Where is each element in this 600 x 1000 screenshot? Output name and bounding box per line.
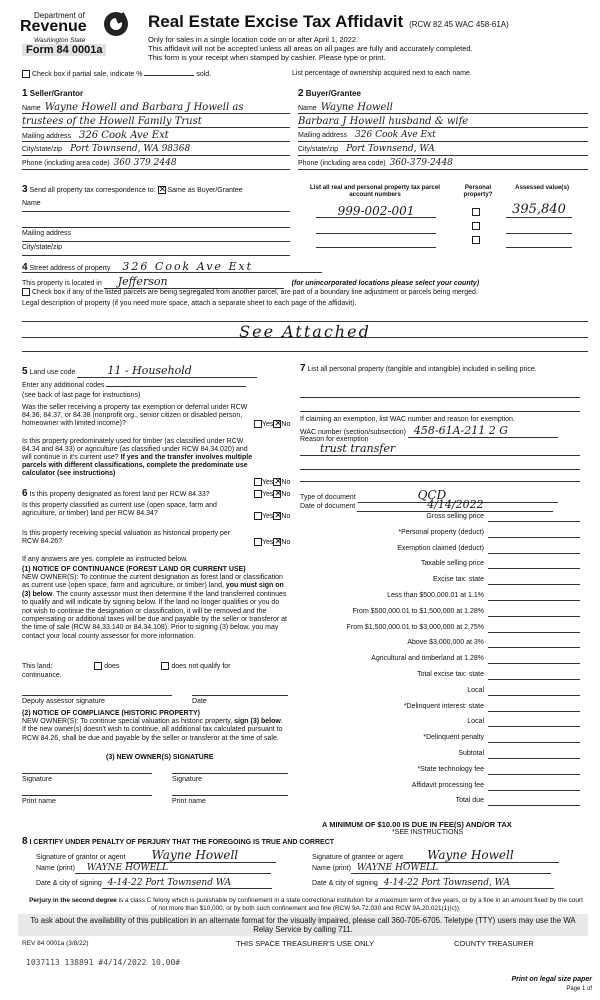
grantee-signature[interactable]: Wayne Howell <box>403 848 559 863</box>
alt-format-banner: To ask about the availability of this publication in an alternate format for the visually impaired, please call 360-705-6705. Teletype (TTY) users may use the WA Relay Service by calling 711. <box>18 914 588 936</box>
tax-calc-label: *Delinquent interest: state <box>403 702 484 710</box>
does-not-checkbox[interactable] <box>161 662 169 670</box>
buyer-name-2: Barbara J Howell husband & wife <box>298 116 469 127</box>
forest-question-text: Is this property designated as forest land per RCW 84.33? <box>29 491 210 498</box>
forest-no-checkbox[interactable] <box>273 490 281 498</box>
tax-calc-row <box>300 623 588 635</box>
tax-calc-row <box>300 733 588 745</box>
timber-no-checkbox[interactable] <box>273 478 281 486</box>
personal-property-checkbox-2[interactable] <box>472 222 480 230</box>
notice-compliance-text-a: NEW OWNER(S): To continue special valuation as historic property, <box>22 718 235 725</box>
segregated-checkbox[interactable] <box>22 288 30 296</box>
tax-calc-row <box>300 559 588 571</box>
tax-calc-field[interactable] <box>488 796 580 806</box>
title-row <box>148 12 588 32</box>
exemption-no-checkbox[interactable] <box>273 420 281 428</box>
tax-calc-field[interactable] <box>488 765 580 775</box>
tax-calc-row <box>300 575 588 587</box>
exemption-yes-no <box>254 420 290 428</box>
new-owner-signature-title: (3) NEW OWNER(S) SIGNATURE <box>106 754 214 761</box>
legal-description-line-2[interactable]: See Attached <box>22 322 588 338</box>
personal-property-line-1[interactable] <box>300 388 580 398</box>
additional-codes-field[interactable] <box>106 386 246 387</box>
seller-mailing: 326 Cook Ave Ext <box>79 130 169 141</box>
buyer-phone-label: Phone (including area code) <box>298 160 386 167</box>
buyer-mailing-field[interactable] <box>298 130 588 142</box>
header-note-2: This affidavit will not be accepted unless all areas on all pages are fully and accurately completed. <box>148 44 473 53</box>
section8-num: 8 <box>22 836 28 847</box>
tax-calc-row <box>300 512 588 524</box>
tax-calc-row <box>300 591 588 603</box>
notice-compliance-bold: sign (3) below <box>234 718 281 725</box>
property-num: 4 <box>22 262 28 273</box>
reason-line-3[interactable] <box>300 472 580 482</box>
segregated-note: Check box if any of the listed parcels are being segregated from another parcel, are part of a boundary line adjustment or parcels being merged. <box>31 288 478 296</box>
partial-sale-percent-field[interactable] <box>144 75 194 76</box>
signature-label-2: Signature <box>172 776 202 783</box>
tax-calc-row <box>300 686 588 698</box>
form-number: Form 84 0001a <box>22 44 106 56</box>
deputy-date-field[interactable] <box>192 686 288 696</box>
buyer-heading-label: Buyer/Grantee <box>305 89 361 98</box>
buyer-city-field[interactable] <box>298 144 588 156</box>
section5-num: 5 <box>22 366 28 377</box>
correspondence-blank-field[interactable] <box>22 216 290 228</box>
county-treasurer: COUNTY TREASURER <box>454 939 534 948</box>
tax-calc-field[interactable] <box>488 575 580 585</box>
land-use-label: Land use code <box>29 369 76 376</box>
tax-calc-field[interactable] <box>488 702 580 712</box>
new-owner-signature-2-field[interactable] <box>172 764 288 774</box>
tax-calc-label: Gross selling price <box>426 513 484 520</box>
revenue-logo-icon <box>104 12 128 36</box>
grantor-name-label: Name (print) <box>36 865 75 872</box>
timber-no-label: No <box>281 478 291 486</box>
continuance-label: continuance. <box>22 672 62 679</box>
additional-codes-row <box>22 382 290 389</box>
tax-calc-label: Taxable selling price <box>420 560 484 568</box>
seller-mailing-label: Mailing address <box>22 133 72 140</box>
assessed-value-1[interactable]: 395,840 <box>506 202 572 218</box>
buyer-city-label: City/state/zip <box>298 146 339 153</box>
notice-continuance-title: (1) NOTICE OF CONTINUANCE (FOREST LAND OR CURRENT USE) <box>22 566 246 573</box>
personal-property-checkbox-3[interactable] <box>472 236 480 244</box>
tax-calc-label: *Personal property (deduct) <box>398 528 484 536</box>
timber-yes-no <box>254 478 290 486</box>
tax-calc-field[interactable] <box>488 559 580 569</box>
notice-continuance-text-b: . The county assessor must then determine if the land transferred continues to qualify and will indicate by signing below. If the land no longer qualifies or you do not wish to continue the designation or classification, it will be removed and the compensating or additional taxes will be due and payable by the seller or transferor at the time of sale (RCW 84.33.140 or 84.34.108). Prior to signing (3) below, you may contact your local county assessor for more information. <box>22 590 287 640</box>
tax-calc-row <box>300 528 588 540</box>
notice-continuance-bold: you must sign on (3) below <box>22 582 284 598</box>
current-use-no-checkbox[interactable] <box>273 512 281 520</box>
timber-yes-label: Yes <box>262 478 274 486</box>
parcel-number-3[interactable] <box>316 236 436 248</box>
section7-row <box>300 364 588 374</box>
seller-mailing-field[interactable] <box>22 130 290 142</box>
tax-calc-field[interactable] <box>488 686 580 696</box>
grantee-date-row <box>312 878 554 889</box>
section-certify <box>22 836 588 888</box>
notice-compliance-text-b: . If the new owner(s) doesn't wish to continue, all additional tax calculated pursuant to RCW 84.26, shall be due and payable by the seller or transferor at the time of sale. <box>22 718 283 742</box>
timber-question-b: If yes and the transfer involves multiple parcels with different classifications, complete the predominate use calculator (see instructions) <box>22 454 253 477</box>
tax-calc-label: Less than $500,000.01 at 1.1% <box>387 592 484 599</box>
sold-label: sold. <box>196 70 212 78</box>
tax-calc-row <box>300 781 588 793</box>
forest-yes-no <box>254 490 290 498</box>
assessed-value-2[interactable] <box>506 222 572 234</box>
seller-phone-field[interactable] <box>22 158 290 170</box>
type-of-document[interactable]: QCD <box>358 488 558 503</box>
correspondence-row <box>22 184 290 195</box>
tax-calc-field[interactable] <box>488 528 580 538</box>
tax-calc-row <box>300 607 588 619</box>
reason-label: Reason for exemption <box>300 436 369 443</box>
partial-sale-label: Check box if partial sale, indicate % <box>31 70 143 78</box>
does-not-label: does not qualify for <box>171 662 231 670</box>
tax-calc-label: Local <box>467 718 484 726</box>
tax-calc-label: Local <box>467 686 484 694</box>
exemption-question <box>22 404 290 428</box>
partial-sale-row <box>22 70 592 78</box>
page-number: Page 1 of <box>566 986 592 992</box>
revenue-wordmark: Revenue <box>20 18 87 35</box>
assessed-col-header: Assessed value(s) <box>515 184 569 191</box>
tax-calc-label: Total excise tax: state <box>417 671 484 678</box>
same-as-buyer-checkbox[interactable] <box>158 186 166 194</box>
see-back-note: (see back of last page for instructions) <box>22 392 141 399</box>
tax-calc-label: Total due <box>455 797 484 805</box>
rev-number: REV 84 0001a (3/8/22) <box>22 940 89 947</box>
grantee-signature-label: Signature of grantee or agent <box>312 854 404 861</box>
tax-calc-label: Subtotal <box>458 750 484 757</box>
tax-calc-label: From $500,000.01 to $1,500,000 at 1.28% <box>352 607 484 615</box>
cashier-stamp: 1037113 138891 #4/14/2022 10.00# <box>26 958 181 967</box>
section6-num: 6 <box>22 488 28 499</box>
tax-calc-field[interactable] <box>488 623 580 633</box>
buyer-name-1: Wayne Howell <box>320 102 393 113</box>
signature-label-1: Signature <box>22 776 52 783</box>
seller-name-label: Name <box>22 105 41 112</box>
deputy-date-label: Date <box>192 698 207 705</box>
street-address-label: Street address of property <box>29 265 111 272</box>
tax-calc-label: Exemption claimed (deduct) <box>397 544 484 552</box>
grantor-date-city[interactable]: 4-14-22 Port Townsend WA <box>102 878 272 889</box>
grantor-signature-label: Signature of grantor or agent <box>36 854 126 861</box>
title-block <box>148 12 588 62</box>
grantor-signature[interactable]: Wayne Howell <box>126 848 276 863</box>
personal-property-line-2[interactable] <box>300 402 580 412</box>
print-name-1-field[interactable] <box>22 786 152 796</box>
tax-calc-row <box>300 544 588 556</box>
notice-compliance-body <box>22 718 288 743</box>
forest-yes-label: Yes <box>262 490 274 498</box>
print-legal-note: Print on legal size paper <box>511 976 592 983</box>
tax-calc-row <box>300 702 588 714</box>
tax-calc-label: Affidavit processing fee <box>411 781 484 789</box>
section-correspondence <box>22 184 290 251</box>
this-land-label: This land: <box>22 662 53 670</box>
perjury-bold: Perjury in the second degree <box>29 897 117 904</box>
grantee-name[interactable]: WAYNE HOWELL <box>351 863 551 874</box>
tax-calc-label: *Delinquent penalty <box>423 734 484 742</box>
grantee-name-label: Name (print) <box>312 865 351 872</box>
grantor-date-row <box>36 878 272 889</box>
tax-calc-row <box>300 638 588 650</box>
personal-col-header: Personal property? <box>463 184 493 198</box>
type-of-document-label: Type of document <box>300 494 356 501</box>
form-title: Real Estate Excise Tax Affidavit <box>148 12 404 31</box>
correspondence-mailing-label: Mailing address <box>22 230 72 237</box>
deputy-assessor-signature-field[interactable] <box>22 686 172 696</box>
seller-phone: 360 379 2448 <box>113 158 177 168</box>
correspondence-num: 3 <box>22 184 28 195</box>
print-name-2-field[interactable] <box>172 786 288 796</box>
buyer-name-label: Name <box>298 105 317 112</box>
wac-number[interactable]: 458-61A-211 2 G <box>408 424 558 438</box>
forest-question <box>22 488 254 499</box>
grantee-date-label: Date & city of signing <box>312 880 378 887</box>
tax-calc-field[interactable] <box>488 670 580 680</box>
assessed-value-3[interactable] <box>506 236 572 248</box>
historic-yes-no <box>254 538 290 546</box>
certify-statement: I CERTIFY UNDER PENALTY OF PERJURY THAT THE FOREGOING IS TRUE AND CORRECT <box>29 839 335 846</box>
correspondence-label: Send all property tax correspondence to: <box>29 187 156 194</box>
unincorporated-note: (for unincorporated locations please select your county) <box>291 280 480 287</box>
tax-calc-field[interactable] <box>488 512 580 522</box>
date-of-document[interactable]: 4/14/2022 <box>357 498 553 512</box>
seller-heading <box>22 88 290 99</box>
current-use-no-label: No <box>281 512 291 520</box>
print-name-label-1: Print name <box>22 798 56 805</box>
buyer-phone: 360-379-2448 <box>389 158 453 168</box>
tax-calc-label: Agricultural and timberland at 1.28% <box>371 655 484 663</box>
legal-description-line-1[interactable] <box>22 310 588 322</box>
tax-calc-row <box>300 717 588 729</box>
notice-compliance-title: (2) NOTICE OF COMPLIANCE (HISTORIC PROPERTY) <box>22 710 200 717</box>
buyer-city: Port Townsend, WA <box>346 144 435 154</box>
exemption-no-label: No <box>281 420 291 428</box>
located-county[interactable]: Jefferson <box>104 275 284 289</box>
same-as-buyer-label: Same as Buyer/Grantee <box>167 187 243 194</box>
doc-date-row <box>300 498 580 512</box>
exemption-claim-label: If claiming an exemption, list WAC number and reason for exemption. <box>300 416 515 423</box>
street-address-field[interactable] <box>22 260 322 273</box>
deputy-signature-label: Deputy assessor signature <box>22 698 105 705</box>
forest-yes-checkbox[interactable] <box>254 490 262 498</box>
print-name-label-2: Print name <box>172 798 206 805</box>
perjury-notice <box>28 897 584 912</box>
section-personal-property <box>300 363 588 511</box>
certify-row <box>22 836 588 847</box>
tax-calc-field[interactable] <box>488 654 580 664</box>
parcel-number-2[interactable] <box>316 222 436 234</box>
additional-codes-label: Enter any additional codes <box>22 382 105 389</box>
notice-continuance-body <box>22 574 288 641</box>
does-checkbox[interactable] <box>94 662 102 670</box>
exemption-yes-checkbox[interactable] <box>254 420 262 428</box>
segregated-row <box>22 288 588 296</box>
tax-calc-label: *State technology fee <box>417 765 484 773</box>
partial-sale-checkbox[interactable] <box>22 70 30 78</box>
grantor-name[interactable]: WAYNE HOWELL <box>75 863 271 874</box>
ownership-label: List percentage of ownership acquired next to each name. <box>292 70 472 77</box>
header-note-1: Only for sales in a single location code on or after April 1, 2022. <box>148 35 359 44</box>
seller-name-2-field[interactable] <box>22 116 290 128</box>
correspondence-mailing-field[interactable] <box>22 230 290 242</box>
seller-city: Port Townsend, WA 98368 <box>70 144 191 154</box>
reason-line-2[interactable] <box>300 460 580 470</box>
personal-property-checkbox-1[interactable] <box>472 208 480 216</box>
minimum-due-note: A MINIMUM OF $10.00 IS DUE IN FEE(S) AND/OR TAX <box>322 820 512 829</box>
legal-description-label: Legal description of property (if you need more space, attach a separate sheet to each page of the affidavit). <box>22 300 357 307</box>
grantor-signature-row <box>36 848 276 863</box>
current-use-yes-no <box>254 512 290 520</box>
tax-calc-field[interactable] <box>488 733 580 743</box>
seller-heading-label: Seller/Grantor <box>29 89 84 98</box>
exemption-question-text: Was the seller receiving a property tax exemption or deferral under RCW 84.36, 84.37, or 84.38 (nonprofit org., senior citizen or disabled person, homeowner with limited income)? <box>22 404 248 427</box>
land-use-row <box>22 364 290 378</box>
buyer-mailing: 326 Cook Ave Ext <box>355 130 436 140</box>
perjury-text: is a class C felony which is punishable by confinement in a state correctional institution for a maximum term of five years, or by a fine in an amount fixed by the court of not more than $10,000, or by both such confinement and fine (RCW 9A.72.030 and RCW 9A.20.021(1)(c)). <box>116 897 583 912</box>
seller-city-label: City/state/zip <box>22 146 63 153</box>
tax-calc-label: Above $3,000,000 at 3% <box>407 639 484 647</box>
treasurer-use-only: THIS SPACE TREASURER'S USE ONLY <box>236 939 375 948</box>
date-of-document-label: Date of document <box>300 503 356 510</box>
forest-no-label: No <box>281 490 291 498</box>
header-note-3: This form is your receipt when stamped by cashier. Please type or print. <box>148 53 386 62</box>
tax-calc-field[interactable] <box>488 544 580 554</box>
buyer-num: 2 <box>298 88 304 99</box>
located-row <box>22 275 588 289</box>
land-use-code[interactable]: 11 - Household <box>77 364 257 378</box>
timber-question-a: Is this property predominately used for timber (as classified under RCW 84.34 and 84.33) or agriculture (as classified under RCW 84.34.020) and will continue in it's current use? <box>22 438 248 461</box>
street-address: 326 Cook Ave Ext <box>122 260 254 273</box>
section7-num: 7 <box>300 363 306 374</box>
seller-name-field[interactable] <box>22 102 290 114</box>
grantor-date-label: Date & city of signing <box>36 880 102 887</box>
historic-question-text: Is this property receiving special valuation as historical property per RCW 84.26? <box>22 530 231 545</box>
title-rcw: (RCW 82.45 WAC 458-61A) <box>409 20 509 29</box>
tax-calc-field[interactable] <box>488 591 580 601</box>
correspondence-name-label: Name <box>22 200 41 207</box>
personal-property-label: List all personal property (tangible and intangible) included in selling price. <box>307 366 537 373</box>
current-use-yes-checkbox[interactable] <box>254 512 262 520</box>
exemption-yes-label: Yes <box>262 420 274 428</box>
seller-name-2: trustees of the Howell Family Trust <box>22 116 202 127</box>
tax-calc-label: From $1,500,000.01 to $3,000,000 at 2.75% <box>346 623 484 631</box>
historic-yes-label: Yes <box>262 538 274 546</box>
dept-of-text: Department of <box>34 11 85 20</box>
tax-calc-row <box>300 765 588 777</box>
grantee-date-city[interactable]: 4-14-22 Port Townsend, WA <box>378 878 554 889</box>
notice-continuance-text-a: NEW OWNER(S): To continue the current designation as forest land or classification as current use (open space, farm and agriculture, or timber) land, <box>22 574 283 590</box>
does-label: does <box>104 662 120 670</box>
wac-label: WAC number (section/subsection) <box>300 429 406 436</box>
timber-yes-checkbox[interactable] <box>254 478 262 486</box>
tax-calc-field[interactable] <box>488 717 580 727</box>
timber-question <box>22 438 291 486</box>
located-label: This property is located in <box>22 280 102 287</box>
correspondence-city-label: City/state/zip <box>22 244 63 251</box>
tax-calc-field[interactable] <box>488 638 580 648</box>
historic-no-checkbox[interactable] <box>273 538 281 546</box>
this-land-row <box>22 662 288 670</box>
grantee-name-row <box>312 863 551 874</box>
current-use-yes-label: Yes <box>262 512 274 520</box>
buyer-heading <box>298 88 588 99</box>
buyer-name-2-field[interactable] <box>298 116 588 128</box>
section-seller <box>22 88 290 168</box>
if-yes-note: If any answers are yes, complete as instructed below. <box>22 556 188 563</box>
buyer-name-field[interactable] <box>298 102 588 114</box>
grantor-name-row <box>36 863 271 874</box>
tax-calc-row <box>300 749 588 761</box>
legal-description-line-3[interactable] <box>22 340 588 352</box>
correspondence-name-field[interactable] <box>22 200 290 212</box>
buyer-phone-field[interactable] <box>298 158 588 170</box>
tax-calc-row <box>300 654 588 666</box>
parcel-number-1[interactable]: 999-002-001 <box>316 204 436 218</box>
new-owner-signature-1-field[interactable] <box>22 764 152 774</box>
historic-no-label: No <box>281 538 291 546</box>
parcel-col-header: List all real and personal property tax parcel account numbers <box>310 184 440 198</box>
washington-state-text: Washington State <box>34 37 86 44</box>
section-current-use <box>22 488 291 805</box>
historic-yes-checkbox[interactable] <box>254 538 262 546</box>
tax-calc-field[interactable] <box>488 749 580 759</box>
seller-city-field[interactable] <box>22 144 290 156</box>
reason-for-exemption[interactable]: trust transfer <box>300 442 580 456</box>
tax-calc-field[interactable] <box>488 781 580 791</box>
see-instructions-note: *SEE INSTRUCTIONS <box>392 829 464 836</box>
tax-calc-field[interactable] <box>488 607 580 617</box>
current-use-question-text: Is this property classified as current use (open space, farm and agriculture, or timber) land per RCW 84.34? <box>22 502 217 517</box>
tax-calc-row <box>300 670 588 682</box>
seller-num: 1 <box>22 88 28 99</box>
seller-phone-label: Phone (including area code) <box>22 160 110 167</box>
correspondence-city-field[interactable] <box>22 244 290 256</box>
grantee-signature-row <box>312 848 559 863</box>
buyer-mailing-label: Mailing address <box>298 132 348 139</box>
tax-calc-row <box>300 796 588 808</box>
timber-question-text <box>22 438 254 478</box>
section-buyer <box>298 88 588 168</box>
tax-calc-label: Excise tax: state <box>433 576 484 584</box>
seller-name-1: Wayne Howell and Barbara J Howell as <box>44 102 244 113</box>
